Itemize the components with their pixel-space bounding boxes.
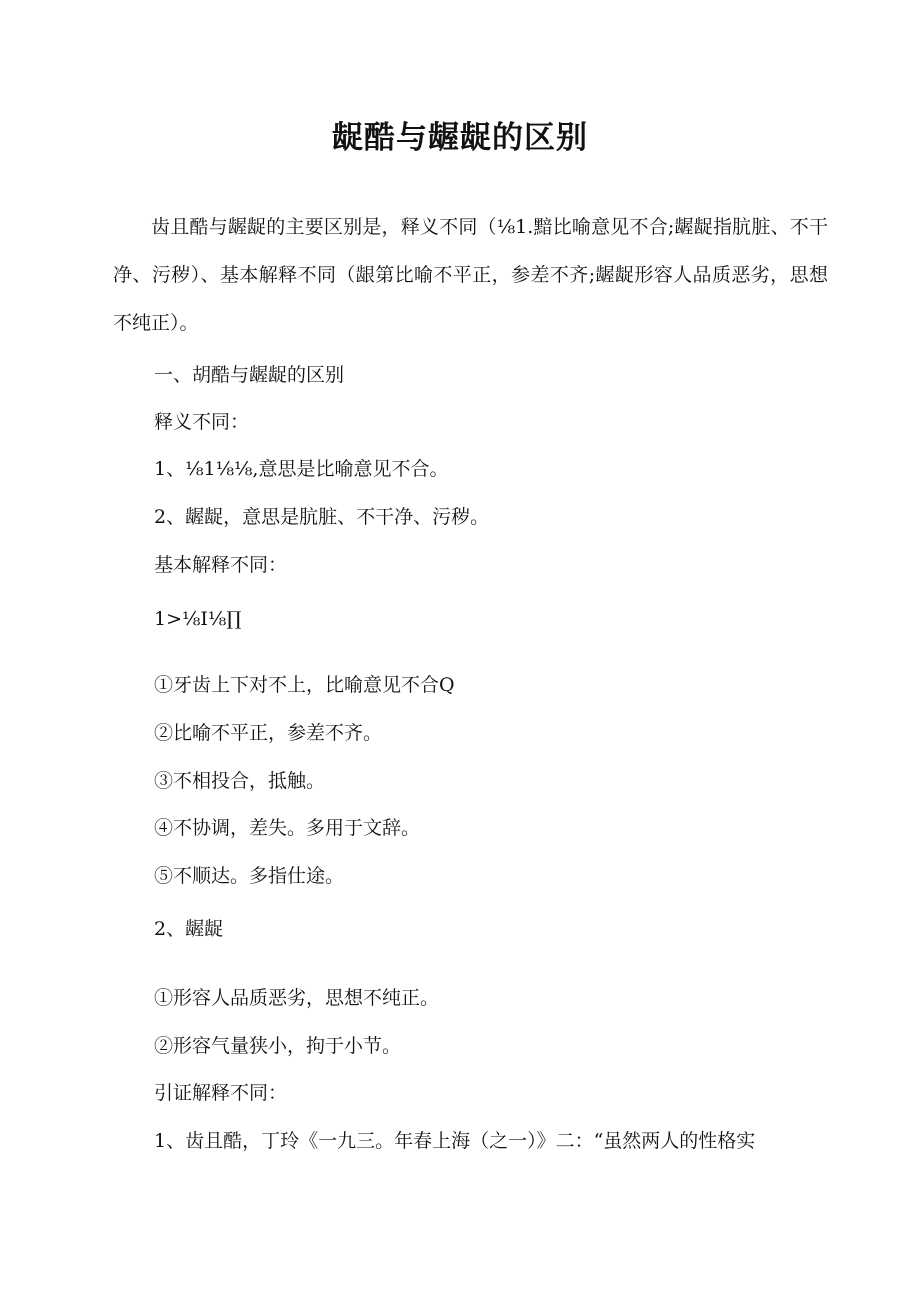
basic-item-1-heading: 1>⅛I⅛∏ xyxy=(154,608,242,630)
subheading-basic: 基本解释不同： xyxy=(154,554,288,576)
citation-item-1: 1、齿且酷，丁玲《一九三。年春上海（之一）》二：“虽然两人的性格实 xyxy=(154,1130,756,1152)
basic-item-2-heading: 2、龌龊 xyxy=(154,918,224,940)
basic-item-2-def-2: ②形容气量狭小，拘于小节。 xyxy=(154,1035,402,1057)
meaning-item-2: 2、龌龊，意思是肮脏、不干净、污秽。 xyxy=(154,506,490,528)
intro-paragraph: 齿且酷与龌龊的主要区别是，释义不同（⅛1.黯比喻意见不合;龌龊指肮脏、不干净、污秽）、基本解释不同（龈第比喻不平正，参差不齐;龌龊形容人品质恶劣，思想不纯正）。 xyxy=(113,216,828,334)
basic-item-2-def-1: ①形容人品质恶劣，思想不纯正。 xyxy=(154,987,440,1009)
section-heading-1: 一、胡酷与龌龊的区别 xyxy=(154,364,345,386)
basic-def-1: ①牙齿上下对不上，比喻意见不合Q xyxy=(154,674,455,696)
basic-def-3: ③不相投合，抵触。 xyxy=(154,770,326,792)
document-title: 龊酷与龌龊的区别 xyxy=(332,120,588,156)
subheading-meaning: 释义不同： xyxy=(154,411,250,433)
subheading-citation: 引证解释不同： xyxy=(154,1082,288,1104)
basic-def-5: ⑤不顺达。多指仕途。 xyxy=(154,865,345,887)
meaning-item-1: 1、⅛1⅛⅛,意思是比喻意见不合。 xyxy=(154,458,449,480)
basic-def-2: ②比喻不平正，参差不齐。 xyxy=(154,722,383,744)
basic-def-4: ④不协调，差失。多用于文辞。 xyxy=(154,817,421,839)
